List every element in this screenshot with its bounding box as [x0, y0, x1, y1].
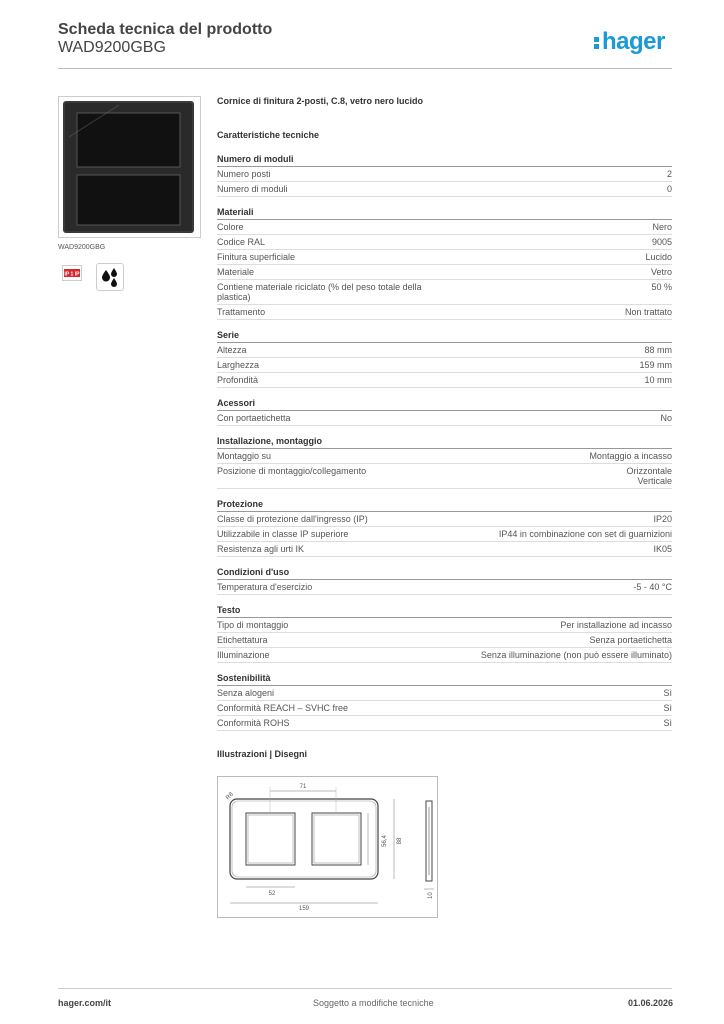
spec-row: [217, 542, 672, 557]
dim-10: 10: [428, 892, 434, 899]
spec-group-title: Serie: [217, 330, 672, 343]
spec-key: Illuminazione: [217, 650, 270, 660]
water-drops-icon: [96, 263, 124, 291]
spec-groups: [217, 154, 672, 731]
spec-key: Temperatura d'esercizio: [217, 582, 313, 592]
spec-value: Orizzontale Verticale: [626, 466, 672, 486]
spec-row: [217, 580, 672, 595]
spec-key: Classe di protezione dall'ingresso (IP): [217, 514, 368, 524]
spec-row: [217, 633, 672, 648]
footer-note: Soggetto a modifiche tecniche: [313, 998, 434, 1008]
spec-content: [217, 96, 672, 759]
dim-88: 88: [397, 837, 403, 845]
logo-dots-icon: [594, 35, 600, 51]
dim-56-4: 56,4: [382, 835, 388, 847]
spec-key: Tipo di montaggio: [217, 620, 289, 630]
spec-row: [217, 512, 672, 527]
dim-radius: R8: [225, 791, 235, 802]
spec-row: [217, 373, 672, 388]
product-image: [58, 96, 201, 238]
spec-key: Etichettatura: [217, 635, 268, 645]
illustrations-title: Illustrazioni | Disegni: [217, 749, 308, 759]
spec-row: [217, 358, 672, 373]
spec-value: IP20: [653, 514, 672, 524]
spec-row: [217, 449, 672, 464]
spec-group-title: Acessori: [217, 398, 672, 411]
spec-key: Trattamento: [217, 307, 266, 317]
spec-row: [217, 527, 672, 542]
spec-value: Non trattato: [624, 307, 672, 317]
spec-row: [217, 235, 672, 250]
header-divider: [58, 68, 672, 69]
spec-row: [217, 280, 672, 305]
spec-value: Montaggio a incasso: [589, 451, 672, 461]
footer-divider: [58, 988, 672, 989]
spec-row: [217, 701, 672, 716]
spec-row: [217, 265, 672, 280]
spec-value: Sì: [663, 718, 672, 728]
spec-group-title: Testo: [217, 605, 672, 618]
spec-value: Sì: [663, 688, 672, 698]
spec-value: 159 mm: [639, 360, 672, 370]
spec-group-title: Numero di moduli: [217, 154, 672, 167]
spec-row: [217, 411, 672, 426]
image-caption: WAD9200GBG: [58, 244, 106, 251]
spec-row: [217, 305, 672, 320]
hager-logo: hager: [594, 28, 665, 56]
spec-key: Numero posti: [217, 169, 271, 179]
spec-row: [217, 220, 672, 235]
footer-date: 01.06.2026: [628, 998, 674, 1008]
spec-key: Materiale: [217, 267, 255, 277]
spec-value: 10 mm: [644, 375, 672, 385]
spec-key: Contiene materiale riciclato (% del peso totale della plastica): [217, 282, 422, 302]
spec-key: Codice RAL: [217, 237, 266, 247]
spec-row: [217, 343, 672, 358]
spec-value: 2: [666, 169, 672, 179]
spec-value: IK05: [653, 544, 672, 554]
spec-key: Utilizzabile in classe IP superiore: [217, 529, 349, 539]
spec-group-title: Materiali: [217, 207, 672, 220]
spec-value: Senza illuminazione (non può essere illuminato): [480, 650, 672, 660]
spec-row: [217, 250, 672, 265]
spec-key: Larghezza: [217, 360, 260, 370]
spec-key: Senza alogeni: [217, 688, 275, 698]
spec-key: Finitura superficiale: [217, 252, 296, 262]
spec-row: [217, 648, 672, 663]
spec-key: Conformità ROHS: [217, 718, 290, 728]
spec-value: 50 %: [651, 282, 672, 292]
dim-159: 159: [298, 906, 310, 912]
spec-group-title: Installazione, montaggio: [217, 436, 672, 449]
spec-value: -5 - 40 °C: [633, 582, 672, 592]
spec-key: Resistenza agli urti IK: [217, 544, 305, 554]
page-title: Scheda tecnica del prodotto: [58, 21, 273, 38]
spec-key: Posizione di montaggio/collegamento: [217, 466, 367, 476]
spec-row: [217, 182, 672, 197]
spec-row: [217, 618, 672, 633]
spec-key: Colore: [217, 222, 244, 232]
spec-group-title: Condizioni d'uso: [217, 567, 672, 580]
ip-badge-text: IP 1 IP: [64, 271, 80, 278]
spec-row: [217, 464, 672, 489]
spec-value: Senza portaetichetta: [589, 635, 672, 645]
spec-group-title: Protezione: [217, 499, 672, 512]
spec-value: Lucido: [645, 252, 672, 262]
specs-title: Caratteristiche tecniche: [217, 130, 320, 140]
spec-key: Numero di moduli: [217, 184, 288, 194]
technical-drawing: [217, 776, 438, 918]
spec-value: Nero: [652, 222, 672, 232]
ip-rating-badge: [62, 265, 82, 281]
dim-71: 71: [299, 784, 307, 790]
spec-key: Con portaetichetta: [217, 413, 291, 423]
product-code-title: WAD9200GBG: [58, 39, 166, 56]
spec-key: Profondità: [217, 375, 259, 385]
spec-key: Altezza: [217, 345, 247, 355]
spec-row: [217, 716, 672, 731]
footer-website-link[interactable]: hager.com/it: [58, 998, 112, 1008]
dim-52: 52: [268, 891, 276, 897]
spec-value: 9005: [651, 237, 672, 247]
spec-value: No: [660, 413, 672, 423]
spec-value: Sì: [663, 703, 672, 713]
spec-value: IP44 in combinazione con set di guarnizioni: [498, 529, 672, 539]
spec-row: [217, 686, 672, 701]
product-description: Cornice di finitura 2-posti, C.8, vetro nero lucido: [217, 96, 424, 106]
spec-key: Conformità REACH – SVHC free: [217, 703, 349, 713]
spec-value: 0: [666, 184, 672, 194]
spec-value: Per installazione ad incasso: [560, 620, 672, 630]
spec-key: Montaggio su: [217, 451, 272, 461]
spec-value: 88 mm: [644, 345, 672, 355]
spec-row: [217, 167, 672, 182]
spec-group-title: Sostenibilità: [217, 673, 672, 686]
spec-value: Vetro: [650, 267, 672, 277]
